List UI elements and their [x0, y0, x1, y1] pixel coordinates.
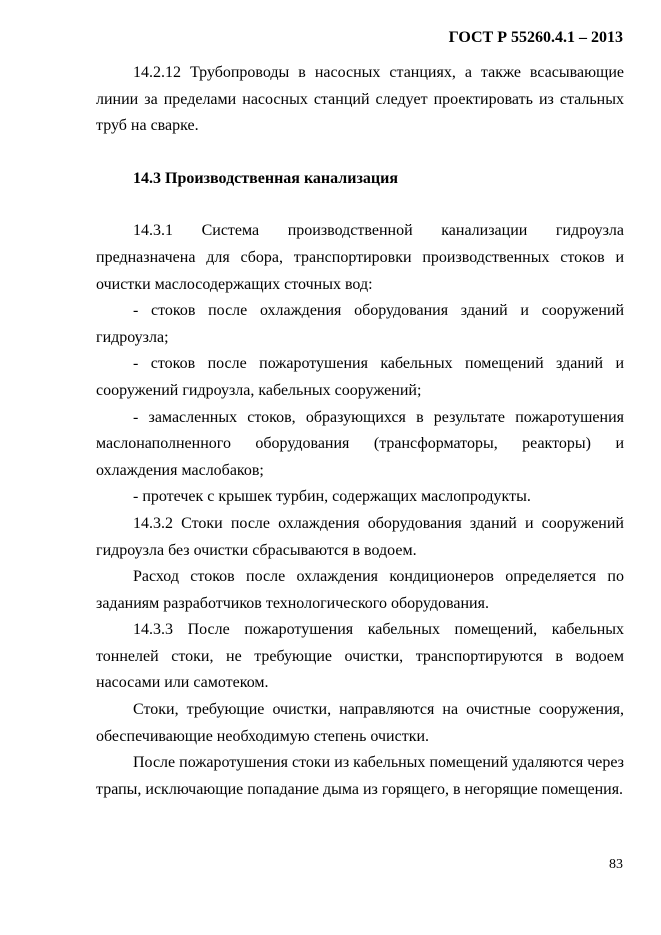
section-heading: 14.3 Производственная канализация [133, 169, 399, 187]
list-item-oily-runoff: - замасленных стоков, образующихся в результате пожаротушения маслонаполненного оборудования (трансформаторы, реакторы) и охлаждения маслобаков; [96, 408, 624, 479]
paragraph-14-3-1: 14.3.1 Система производственной канализации гидроузла предназначена для сбора, транспортировки производственных стоков и очистки маслосодержащих сточных вод: [96, 222, 624, 293]
document-body [96, 60, 624, 803]
paragraph-14-3-3: 14.3.3 После пожаротушения кабельных помещений, кабельных тоннелей стоки, не требующие очистки, транспортируются в водоем насосами или самотеком. [96, 621, 624, 692]
paragraph-treatment-runoff: Стоки, требующие очистки, направляются на очистные сооружения, обеспечивающие необходимую степень очистки. [96, 701, 624, 745]
paragraph-14-3-2: 14.3.2 Стоки после охлаждения оборудования зданий и сооружений гидроузла без очистки сбрасываются в водоем. [96, 514, 624, 559]
paragraph-14-2-12: 14.2.12 Трубопроводы в насосных станциях, а также всасывающие линии за пределами насосных станций следует проектировать из стальных труб на сварке. [96, 64, 624, 135]
list-item-firefighting-runoff: - стоков после пожаротушения кабельных помещений зданий и сооружений гидроузла, кабельных сооружений; [96, 355, 624, 399]
section-spacer [96, 192, 624, 218]
page-number: 83 [609, 857, 623, 872]
list-item-cooling-runoff: - стоков после охлаждения оборудования зданий и сооружений гидроузла; [96, 302, 624, 346]
document-header: ГОСТ Р 55260.4.1 – 2013 [448, 29, 623, 46]
paragraph-conditioner-runoff: Расход стоков после охлаждения кондиционеров определяется по заданиям разработчиков технологического оборудования. [96, 568, 624, 612]
paragraph-drain-traps: После пожаротушения стоки из кабельных помещений удаляются через трапы, исключающие попадание дыма из горящего, в негорящие помещения. [96, 754, 624, 798]
section-spacer [96, 140, 624, 166]
list-item-turbine-leaks: - протечек с крышек турбин, содержащих маслопродукты. [133, 488, 531, 506]
